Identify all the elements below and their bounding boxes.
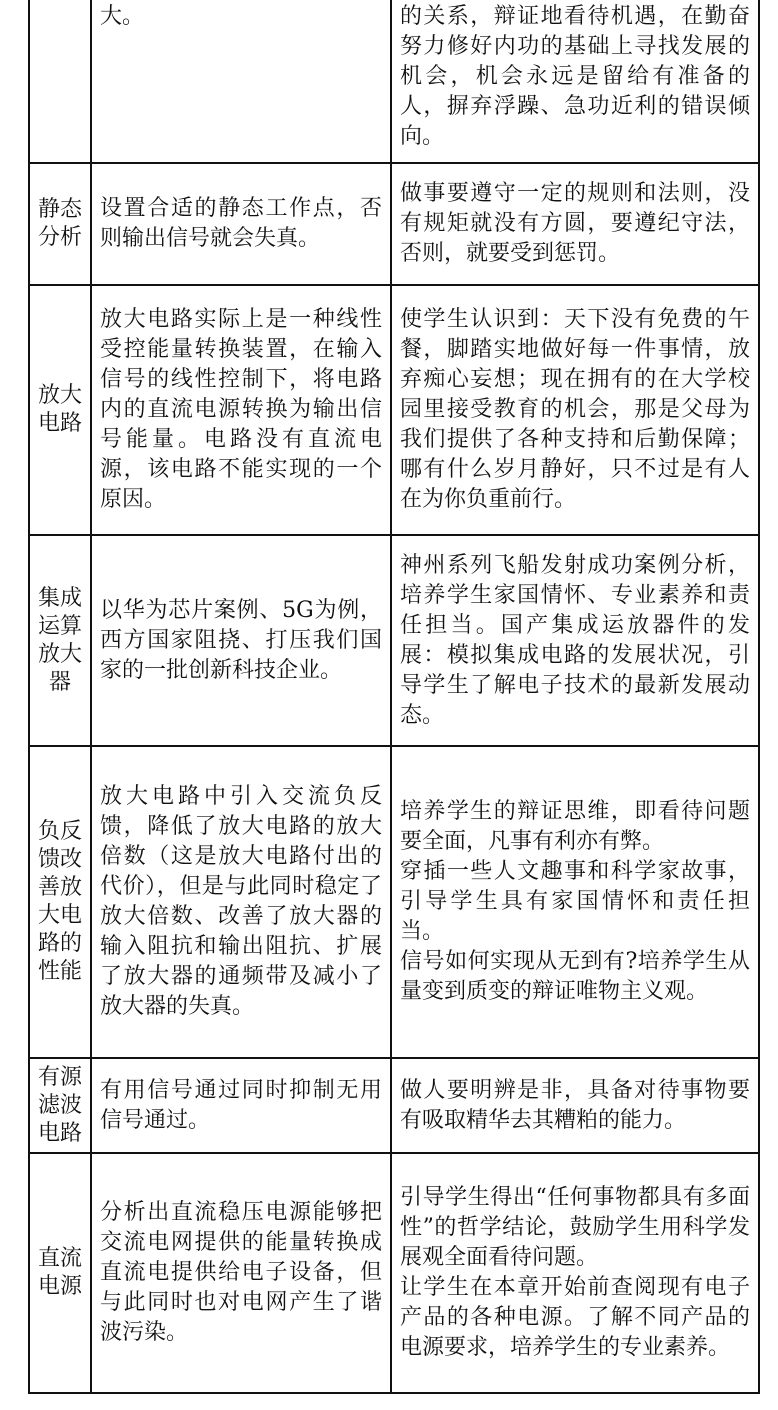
table [28, 0, 760, 1394]
ideology-cell: 神州系列飞船发射成功案例分析，培养学生家国情怀、专业素养和责任担当。国产集成运放器件的发展：模拟集成电路的发展状况，引导学生了解电子技术的最新发展动态。 [391, 535, 759, 746]
table-row [29, 746, 759, 1058]
table-row [29, 285, 759, 535]
topic-cell: 有源 滤波 电路 [29, 1058, 91, 1153]
table-row [29, 163, 759, 285]
content-cell: 分析出直流稳压电源能够把交流电网提供的能量转换成直流电提供给电子设备，但与此同时也对电网产生了谐波污染。 [91, 1153, 391, 1393]
ideology-cell: 做人要明辨是非，具备对待事物要有吸取精华去其糟粕的能力。 [391, 1058, 759, 1153]
content-cell: 以华为芯片案例、5G为例，西方国家阻挠、打压我们国家的一批创新科技企业。 [91, 535, 391, 746]
content-cell: 有用信号通过同时抑制无用信号通过。 [91, 1058, 391, 1153]
content-cell: 放大电路实际上是一种线性受控能量转换装置，在输入信号的线性控制下，将电路内的直流电源转换为输出信号能量。电路没有直流电源，该电路不能实现的一个原因。 [91, 285, 391, 535]
content-cell: 设置合适的静态工作点，否则输出信号就会失真。 [91, 163, 391, 285]
course-ideology-table [28, 0, 758, 1394]
ideology-cell: 做事要遵守一定的规则和法则，没有规矩就没有方圆，要遵纪守法，否则，就要受到惩罚。 [391, 163, 759, 285]
table-row [29, 0, 759, 163]
topic-cell [29, 0, 91, 163]
ideology-cell: 使学生认识到：天下没有免费的午餐，脚踏实地做好每一件事情，放弃痴心妄想；现在拥有的在大学校园里接受教育的机会，那是父母为我们提供了各种支持和后勤保障；哪有什么岁月静好，只不过是有人在为你负重前行。 [391, 285, 759, 535]
ideology-cell: 培养学生的辩证思维，即看待问题要全面，凡事有利亦有弊。 穿插一些人文趣事和科学家故事，引导学生具有家国情怀和责任担当。 信号如何实现从无到有?培养学生从量变到质变的辩证唯物主义观。 [391, 746, 759, 1058]
topic-cell: 放大 电路 [29, 285, 91, 535]
table-row [29, 1153, 759, 1393]
table-row [29, 1058, 759, 1153]
topic-cell: 负反 馈改 善放 大电 路的 性能 [29, 746, 91, 1058]
table-row [29, 535, 759, 746]
content-cell: 大。 [91, 0, 391, 163]
topic-cell: 直流 电源 [29, 1153, 91, 1393]
ideology-cell: 的关系，辩证地看待机遇，在勤奋努力修好内功的基础上寻找发展的机会，机会永远是留给有准备的人，摒弃浮躁、急功近利的错误倾向。 [391, 0, 759, 163]
topic-cell: 集成 运算 放大 器 [29, 535, 91, 746]
content-cell: 放大电路中引入交流负反馈，降低了放大电路的放大倍数（这是放大电路付出的代价），但是与此同时稳定了放大倍数、改善了放大器的输入阻抗和输出阻抗、扩展了放大器的通频带及减小了放大器的失真。 [91, 746, 391, 1058]
ideology-cell: 引导学生得出“任何事物都具有多面性”的哲学结论，鼓励学生用科学发展观全面看待问题。 让学生在本章开始前查阅现有电子产品的各种电源。了解不同产品的电源要求，培养学生的专业素养。 [391, 1153, 759, 1393]
topic-cell: 静态 分析 [29, 163, 91, 285]
